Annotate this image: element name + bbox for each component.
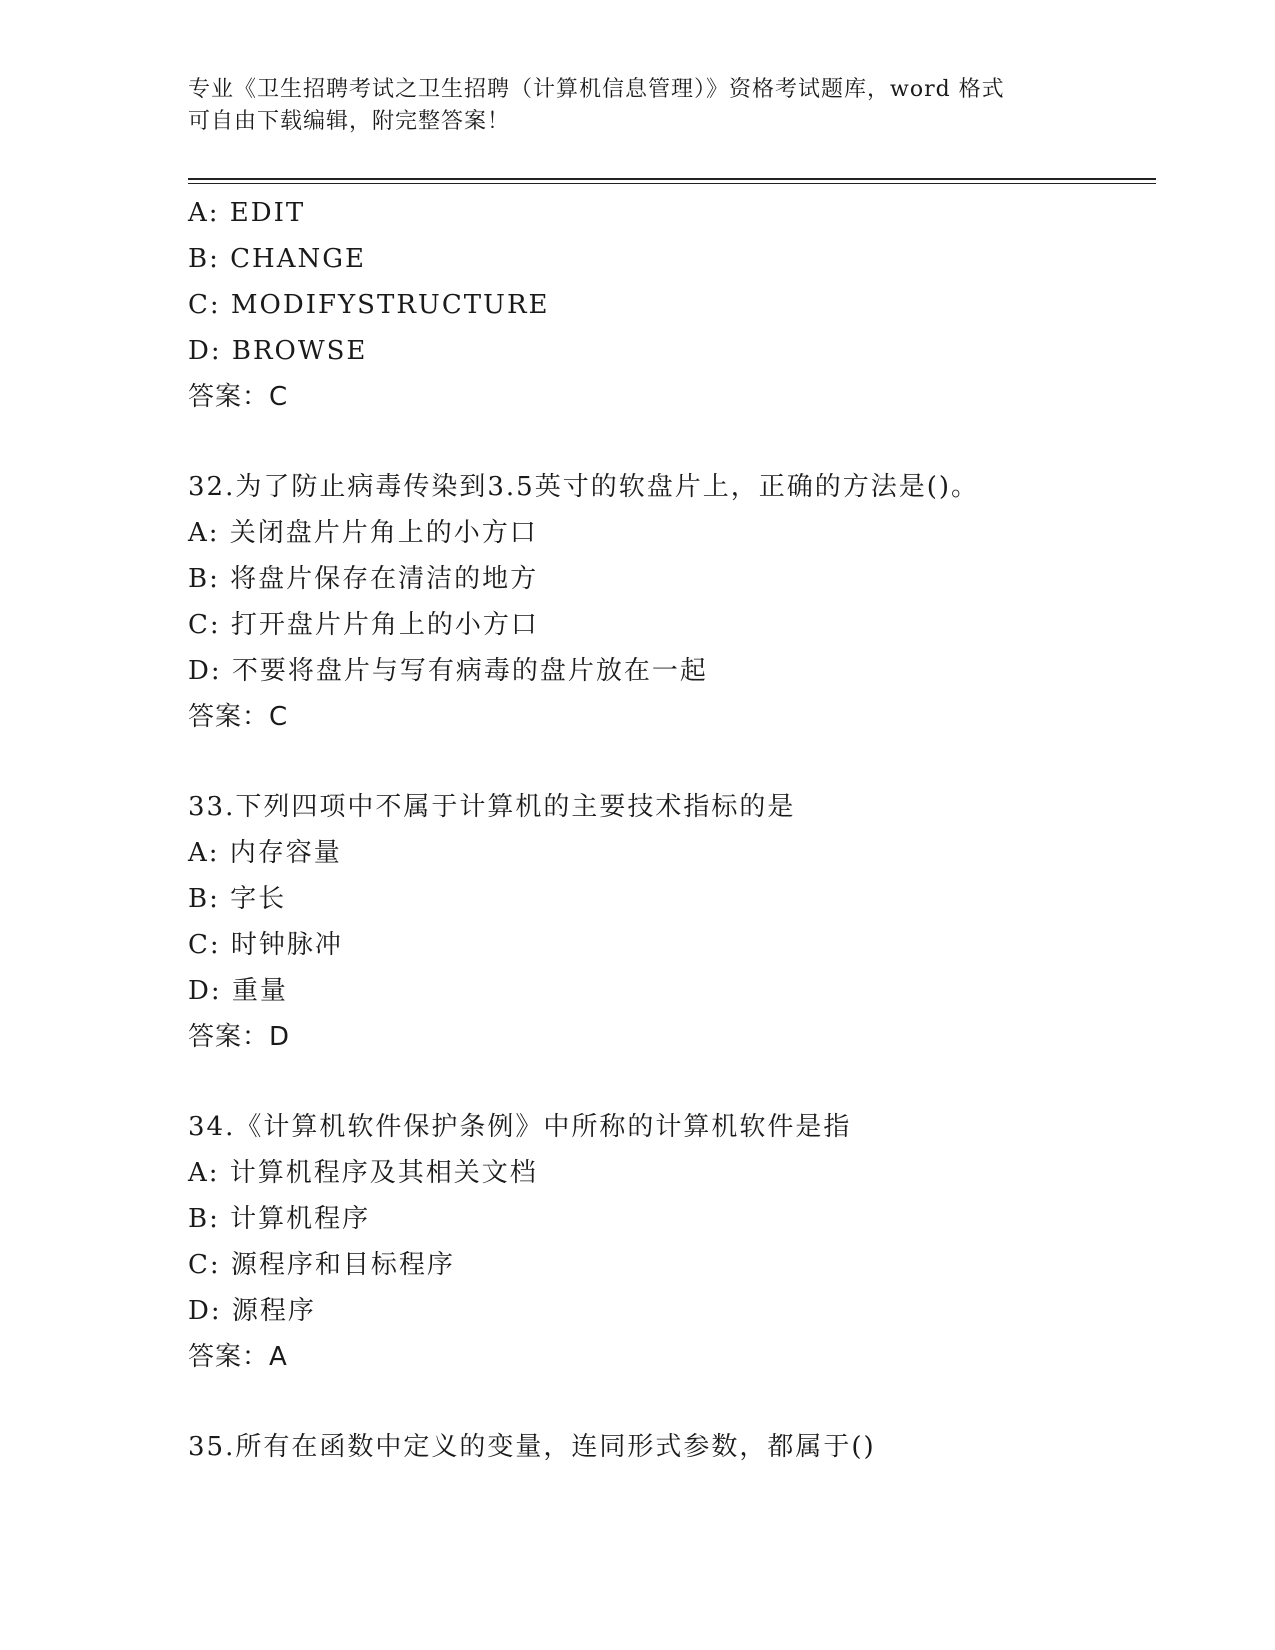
option-d: D: BROWSE xyxy=(188,336,368,366)
option-a: A: 关闭盘片片角上的小方口 xyxy=(188,518,538,548)
option-d: D: 不要将盘片与写有病毒的盘片放在一起 xyxy=(188,656,708,686)
header-line-2: 可自由下载编辑，附完整答案！ xyxy=(188,109,511,134)
question-31-continued xyxy=(188,190,1148,420)
option-a: A: 内存容量 xyxy=(188,838,342,868)
header-divider-thick xyxy=(188,178,1156,180)
option-b: B: CHANGE xyxy=(188,244,366,274)
question-list xyxy=(188,190,1148,1470)
option-c: C: 源程序和目标程序 xyxy=(188,1250,455,1280)
document-header xyxy=(188,74,1088,138)
answer: 答案：C xyxy=(188,382,289,412)
option-d: D: 重量 xyxy=(188,976,288,1006)
answer: 答案：C xyxy=(188,702,289,732)
option-b: B: 字长 xyxy=(188,884,287,914)
header-line-1: 专业《卫生招聘考试之卫生招聘（计算机信息管理）》资格考试题库，word 格式 xyxy=(188,77,1005,102)
question-stem: 34.《计算机软件保护条例》中所称的计算机软件是指 xyxy=(188,1112,852,1142)
question-stem: 35.所有在函数中定义的变量，连同形式参数，都属于() xyxy=(188,1432,876,1462)
option-a: A: 计算机程序及其相关文档 xyxy=(188,1158,538,1188)
option-c: C: 打开盘片片角上的小方口 xyxy=(188,610,539,640)
question-32 xyxy=(188,464,1148,740)
answer: 答案：A xyxy=(188,1342,288,1372)
question-33 xyxy=(188,784,1148,1060)
question-stem: 33.下列四项中不属于计算机的主要技术指标的是 xyxy=(188,792,796,822)
question-34 xyxy=(188,1104,1148,1380)
option-c: C: 时钟脉冲 xyxy=(188,930,343,960)
option-a: A: EDIT xyxy=(188,198,306,228)
option-b: B: 计算机程序 xyxy=(188,1204,371,1234)
option-c: C: MODIFYSTRUCTURE xyxy=(188,290,550,320)
header-divider-thin xyxy=(188,183,1156,184)
question-35 xyxy=(188,1424,1148,1470)
option-d: D: 源程序 xyxy=(188,1296,316,1326)
question-stem: 32.为了防止病毒传染到3.5英寸的软盘片上，正确的方法是()。 xyxy=(188,472,979,502)
answer: 答案：D xyxy=(188,1022,291,1052)
option-b: B: 将盘片保存在清洁的地方 xyxy=(188,564,539,594)
